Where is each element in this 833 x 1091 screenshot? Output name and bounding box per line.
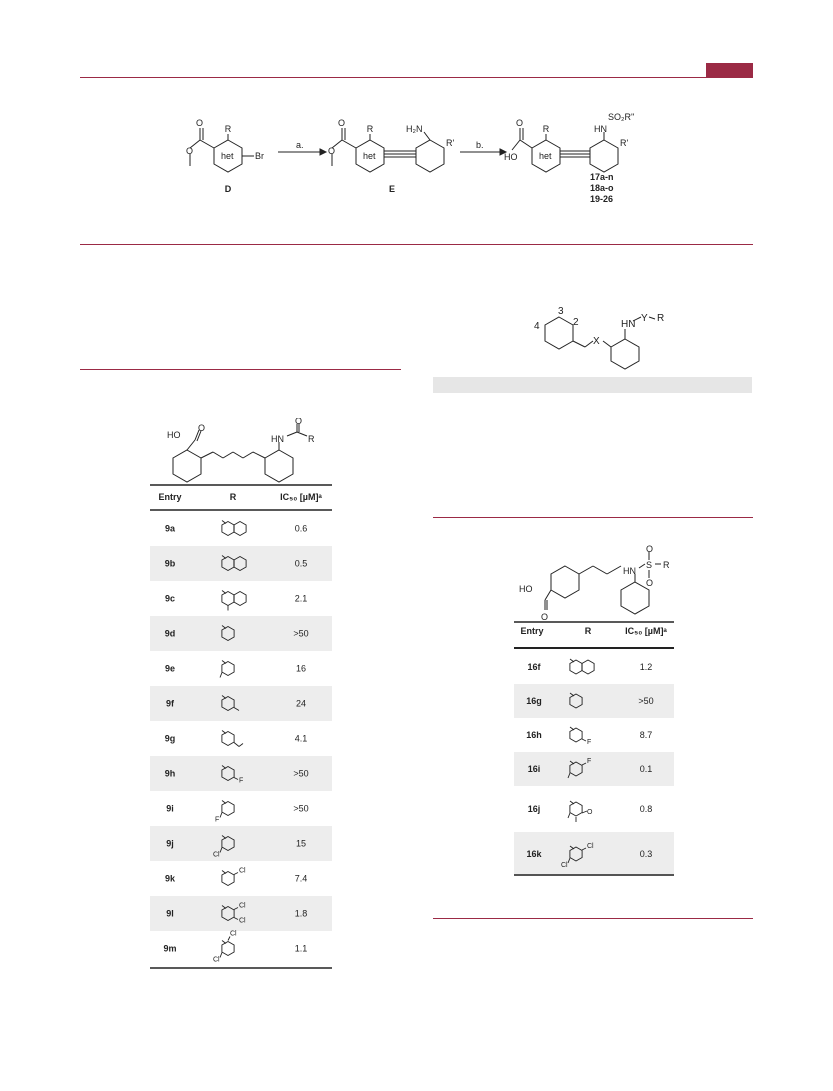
t9-R: R bbox=[308, 434, 315, 444]
scheme-D-het: het bbox=[221, 151, 234, 161]
scheme-D-R: R bbox=[224, 124, 232, 134]
scheme-D-O2: O bbox=[186, 146, 194, 156]
table-9-entry: 9h bbox=[164, 768, 176, 779]
table-9-ic50: 15 bbox=[295, 838, 307, 849]
table-9-entry: 9g bbox=[164, 733, 176, 744]
r-group-structure-icon bbox=[570, 659, 594, 674]
t16-O-top: O bbox=[646, 544, 654, 554]
substituent-label: Cl bbox=[230, 930, 237, 938]
table-16-entry: 16g bbox=[526, 696, 542, 706]
compound-E-label: E bbox=[388, 184, 396, 194]
table-9-entry: 9i bbox=[166, 803, 174, 814]
t9-HO: HO bbox=[167, 430, 181, 440]
gs-pos3: 3 bbox=[558, 306, 564, 317]
gs-pos4: 4 bbox=[534, 321, 540, 332]
scheme-P-HO: HO bbox=[504, 152, 518, 162]
r-group-structure-icon bbox=[222, 731, 243, 747]
table-9-entry: 9c bbox=[164, 593, 176, 604]
header-tab-marker bbox=[706, 63, 753, 78]
scheme-rule bbox=[80, 244, 753, 245]
substituent-label: Cl bbox=[587, 843, 594, 850]
t16-S: S bbox=[646, 560, 653, 570]
right-bottom-rule bbox=[433, 918, 753, 919]
table-9-ic50: >50 bbox=[293, 803, 309, 814]
table-16 bbox=[514, 620, 674, 878]
table-9-entry: 9m bbox=[163, 943, 177, 954]
table-16-ic50: 8.7 bbox=[639, 730, 653, 740]
t16-HN: HN bbox=[623, 566, 636, 576]
gs-Y: Y bbox=[641, 313, 648, 324]
scheme-P-Rprime: R' bbox=[620, 138, 629, 148]
scheme-E-het: het bbox=[363, 151, 376, 161]
right-section-rule bbox=[433, 517, 753, 518]
table-9-ic50: 16 bbox=[295, 663, 307, 674]
scheme-P-het: het bbox=[539, 151, 552, 161]
substituent-label: Cl bbox=[239, 867, 246, 875]
step-b-label: b. bbox=[476, 140, 484, 150]
t16-HO: HO bbox=[519, 584, 533, 594]
substituent-label: Cl bbox=[239, 902, 246, 910]
table-9-ic50: 4.1 bbox=[294, 733, 308, 744]
scheme-E-H2N: H₂N bbox=[406, 124, 423, 134]
substituent-label: Cl bbox=[213, 851, 220, 859]
r-group-structure-icon bbox=[222, 521, 246, 536]
gs-R: R bbox=[657, 313, 665, 324]
table-9-entry: 9a bbox=[164, 523, 176, 534]
table-caption-bar bbox=[433, 377, 752, 393]
table-9-entry: 9e bbox=[164, 663, 176, 674]
t9-header-ic50: IC₅₀ [µM]ᵃ bbox=[280, 492, 322, 502]
table-9 bbox=[150, 483, 332, 971]
table-9-ic50: 0.6 bbox=[294, 523, 308, 534]
compound-D-label: D bbox=[224, 184, 232, 194]
r-group-structure-icon bbox=[222, 868, 246, 886]
table-16-entry: 16f bbox=[527, 662, 541, 672]
scheme-D-Br: Br bbox=[255, 151, 264, 161]
t9-header-r: R bbox=[229, 492, 237, 502]
table-16-ic50: 0.3 bbox=[639, 849, 653, 859]
table-9-ic50: 0.5 bbox=[294, 558, 308, 569]
table-16-entry: 16j bbox=[527, 804, 541, 814]
substituent-label: F bbox=[215, 816, 220, 824]
t9-O-amide: O bbox=[295, 418, 303, 426]
table-16-ic50: >50 bbox=[638, 696, 654, 706]
synthesis-scheme bbox=[170, 110, 670, 215]
table-9-ic50: 2.1 bbox=[294, 593, 308, 604]
t9-header-entry: Entry bbox=[158, 492, 182, 502]
gs-X: X bbox=[593, 336, 600, 347]
product-label-19: 19-26 bbox=[590, 194, 614, 204]
table-9-entry: 9j bbox=[166, 838, 174, 849]
table-9-ic50: 7.4 bbox=[294, 873, 308, 884]
scheme-E-R: R bbox=[366, 124, 374, 134]
table-16-entry: 16k bbox=[526, 849, 542, 859]
substituent-label: F bbox=[587, 758, 592, 765]
gs-HN: HN bbox=[621, 319, 636, 330]
table-9-ic50: >50 bbox=[293, 768, 309, 779]
r-group-structure-icon bbox=[568, 801, 593, 822]
scheme-P-HN: HN bbox=[594, 124, 607, 134]
table-16-entry: 16i bbox=[527, 764, 541, 774]
t16-O-bottom: O bbox=[646, 578, 654, 588]
r-group-structure-icon bbox=[570, 727, 591, 746]
gs-pos2: 2 bbox=[573, 317, 579, 328]
table-16-ic50: 0.8 bbox=[639, 804, 653, 814]
r-group-structure-icon bbox=[220, 661, 234, 678]
general-structure bbox=[525, 303, 675, 373]
scheme-P-SO2R: SO₂R'' bbox=[608, 112, 635, 122]
table-9-ic50: 1.8 bbox=[294, 908, 308, 919]
table-16-entry: 16h bbox=[526, 730, 542, 740]
table-16-ic50: 1.2 bbox=[639, 662, 653, 672]
product-label-17: 17a-n bbox=[590, 172, 614, 182]
table-16-ic50: 0.1 bbox=[639, 764, 653, 774]
r-group-structure-icon bbox=[213, 931, 237, 964]
r-group-structure-icon bbox=[215, 801, 234, 824]
substituent-label: Cl bbox=[239, 917, 246, 925]
substituent-label: F bbox=[587, 739, 592, 746]
t9-HN: HN bbox=[271, 434, 284, 444]
table-9-entry: 9l bbox=[166, 908, 174, 919]
table-16-structure bbox=[515, 544, 675, 622]
scheme-E-Rprime: R' bbox=[446, 138, 455, 148]
t16-header-r: R bbox=[584, 626, 592, 636]
scheme-E-O2: O bbox=[328, 146, 336, 156]
substituent-label: Cl bbox=[213, 956, 220, 964]
scheme-P-R: R bbox=[542, 124, 550, 134]
substituent-label: O bbox=[587, 809, 593, 816]
left-section-rule bbox=[80, 369, 401, 370]
t16-O: O bbox=[541, 612, 549, 622]
table-9-ic50: >50 bbox=[293, 628, 309, 639]
step-a-label: a. bbox=[296, 140, 304, 150]
t16-header-entry: Entry bbox=[520, 626, 544, 636]
substituent-label: Cl bbox=[561, 862, 568, 869]
table-9-ic50: 24 bbox=[295, 698, 307, 709]
table-9-ic50: 1.1 bbox=[294, 943, 308, 954]
product-label-18: 18a-o bbox=[590, 183, 614, 193]
scheme-E-O: O bbox=[338, 118, 346, 128]
table-9-entry: 9b bbox=[164, 558, 176, 569]
t9-O-acid: O bbox=[198, 423, 206, 433]
table-9-entry: 9d bbox=[164, 628, 176, 639]
table-9-structure bbox=[165, 418, 315, 486]
scheme-P-O: O bbox=[516, 118, 524, 128]
r-group-structure-icon bbox=[222, 591, 246, 611]
scheme-D-O: O bbox=[196, 118, 204, 128]
header-rule bbox=[80, 77, 753, 78]
t16-R: R bbox=[663, 560, 670, 570]
t16-header-ic50: IC₅₀ [µM]ᵃ bbox=[625, 626, 667, 636]
table-9-entry: 9k bbox=[164, 873, 176, 884]
substituent-label: F bbox=[239, 777, 244, 785]
table-9-entry: 9f bbox=[165, 698, 175, 709]
